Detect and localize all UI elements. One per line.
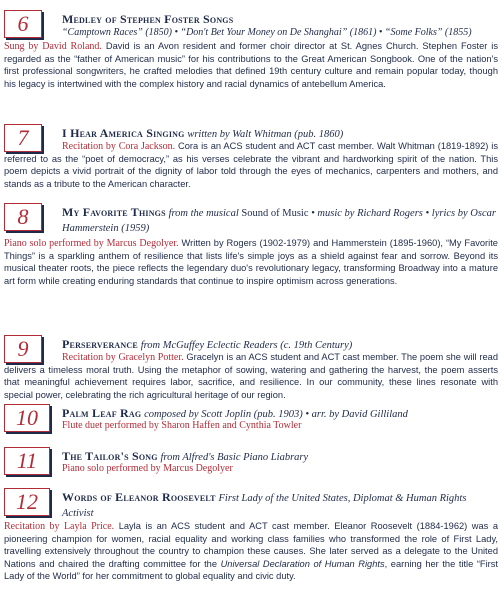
- item-title-line: [62, 205, 498, 236]
- item-title: The Tailor's Song: [62, 449, 158, 463]
- item-number: 6: [17, 11, 29, 36]
- item-number: 7: [17, 125, 29, 150]
- description-text: Written by Rogers (1902-1979) and Hammerstein (1895-1960), “My Favorite Things” is a sparkling anthem of resilience that lists life's simple joys as a shield against fear and sorrow. Beyond its musical theater roots, the piece reflects the legendary duo's revolutionary legacy, transforming Broadway into a mature art form while creating enduring standards that continue to inspire optimism across generations.: [4, 238, 498, 286]
- description-text: Gracelyn is an ACS student and ACT cast member. The poem she will read delivers a timeless moral truth. Using the metaphor of sowing, watering and gathering the harvest, the poem asserts that meaningful achievement requires labor, sacrifice, and resilience. In our community, these lines resonate with special power, celebrating the rich agricultural heritage of our region.: [4, 352, 498, 400]
- item-subtitle: written by Walt Whitman (pub. 1860): [187, 129, 344, 140]
- item-subtitle: composed by Scott Joplin (pub. 1903) • arr. by David Gilliland: [144, 409, 408, 420]
- item-title: I Hear America Singing: [62, 126, 185, 140]
- item-number-box: [4, 488, 50, 516]
- item-number-box: [4, 447, 50, 475]
- item-title: Palm Leaf Rag: [62, 406, 142, 420]
- subtitle-suffix: • music by Richard Rogers • lyrics by Oscar Hammerstein (1959): [62, 208, 496, 234]
- song-list: “Camptown Races” (1850) • “Don't Bet Your Money on De Shanghai” (1861) • “Some Folks” (1855): [62, 27, 472, 38]
- description-text: David is an Avon resident and former choir director at St. Agnes Church. Stephen Foster is regarded as the “father of American music” for his contributions to the Great American Songbook. One of the nation's first professional songwriters, he crafted melodies that defined 19th century culture and remain popular today, though his legacy is intertwined with the complex history and racial dynamics of antebellum America.: [4, 41, 498, 89]
- item-title: Perserverance: [62, 337, 138, 351]
- performer-credit: Recitation by Layla Price.: [4, 521, 115, 532]
- item-description: [4, 351, 498, 401]
- performer-credit: Piano solo performed by Marcus Degolyer.: [4, 238, 179, 249]
- program-item-12: [4, 488, 498, 606]
- item-title-line: [62, 12, 498, 27]
- subtitle-work: Sound of Music: [241, 208, 309, 219]
- item-number: 9: [17, 336, 29, 361]
- item-description: [4, 520, 498, 582]
- performer-credit: Piano solo performed by Marcus Degolyer: [62, 463, 233, 474]
- program-item-7: [4, 124, 498, 194]
- subtitle-prefix: from the musical: [168, 208, 239, 219]
- item-title: Medley of Stephen Foster Songs: [62, 12, 234, 26]
- item-number-box: [4, 10, 42, 38]
- description-text: Layla is an ACS student and ACT cast member. Eleanor Roosevelt (1884-1962) was a pioneering champion for women, racial equality and working class families who transformed the role of First Lady, travelling extensively throughout the country to champion these causes. She later served as a delegate to the United Nations and chaired the drafting committee for the: [4, 521, 498, 569]
- item-number-box: [4, 404, 50, 432]
- description-text: Cora is an ACS student and ACT cast member. Walt Whitman (1819-1892) is referred to as the “poet of democracy,” as his verses celebrate the vibrant and hardworking spirit of the nation. This poem depicts a vivid portrait of the dignity of labor told through the eyes of mechanics, carpenters and mothers, and stands as a tribute to the American character.: [4, 141, 499, 189]
- item-description: [4, 140, 498, 190]
- item-description: [4, 237, 498, 287]
- item-title: My Favorite Things: [62, 205, 166, 219]
- item-title-line: [62, 490, 498, 521]
- item-subtitle: from McGuffey Eclectic Readers (c. 19th Century): [140, 340, 353, 351]
- item-number: 11: [16, 448, 38, 473]
- program-item-11: [4, 447, 498, 481]
- program-item-8: [4, 203, 498, 323]
- item-title: Words of Eleanor Roosevelt: [62, 490, 216, 504]
- item-subtitle: from Alfred's Basic Piano Liabrary: [160, 452, 309, 463]
- performer-credit: Flute duet performed by Sharon Haffen and Cynthia Towler: [62, 420, 302, 431]
- item-number: 10: [16, 405, 38, 430]
- item-number-box: [4, 203, 42, 231]
- item-description: [4, 40, 498, 90]
- item-subtitle: First Lady of the United States, Diplomat & Human Rights Activist: [62, 493, 467, 519]
- performer-credit: Sung by David Roland.: [4, 41, 102, 52]
- performer-credit: Recitation by Gracelyn Potter.: [62, 352, 184, 363]
- performer-credit: Recitation by Cora Jackson.: [62, 141, 176, 152]
- item-number: 8: [17, 204, 29, 229]
- program-item-10: [4, 404, 498, 438]
- item-number: 12: [16, 489, 38, 514]
- description-emphasis: Universal Declaration of Human Rights: [220, 558, 385, 569]
- program-item-6: [4, 10, 498, 110]
- description-text-end: , earning her the title “First Lady of the World” for her commitment to global equality and civic duty.: [4, 558, 499, 581]
